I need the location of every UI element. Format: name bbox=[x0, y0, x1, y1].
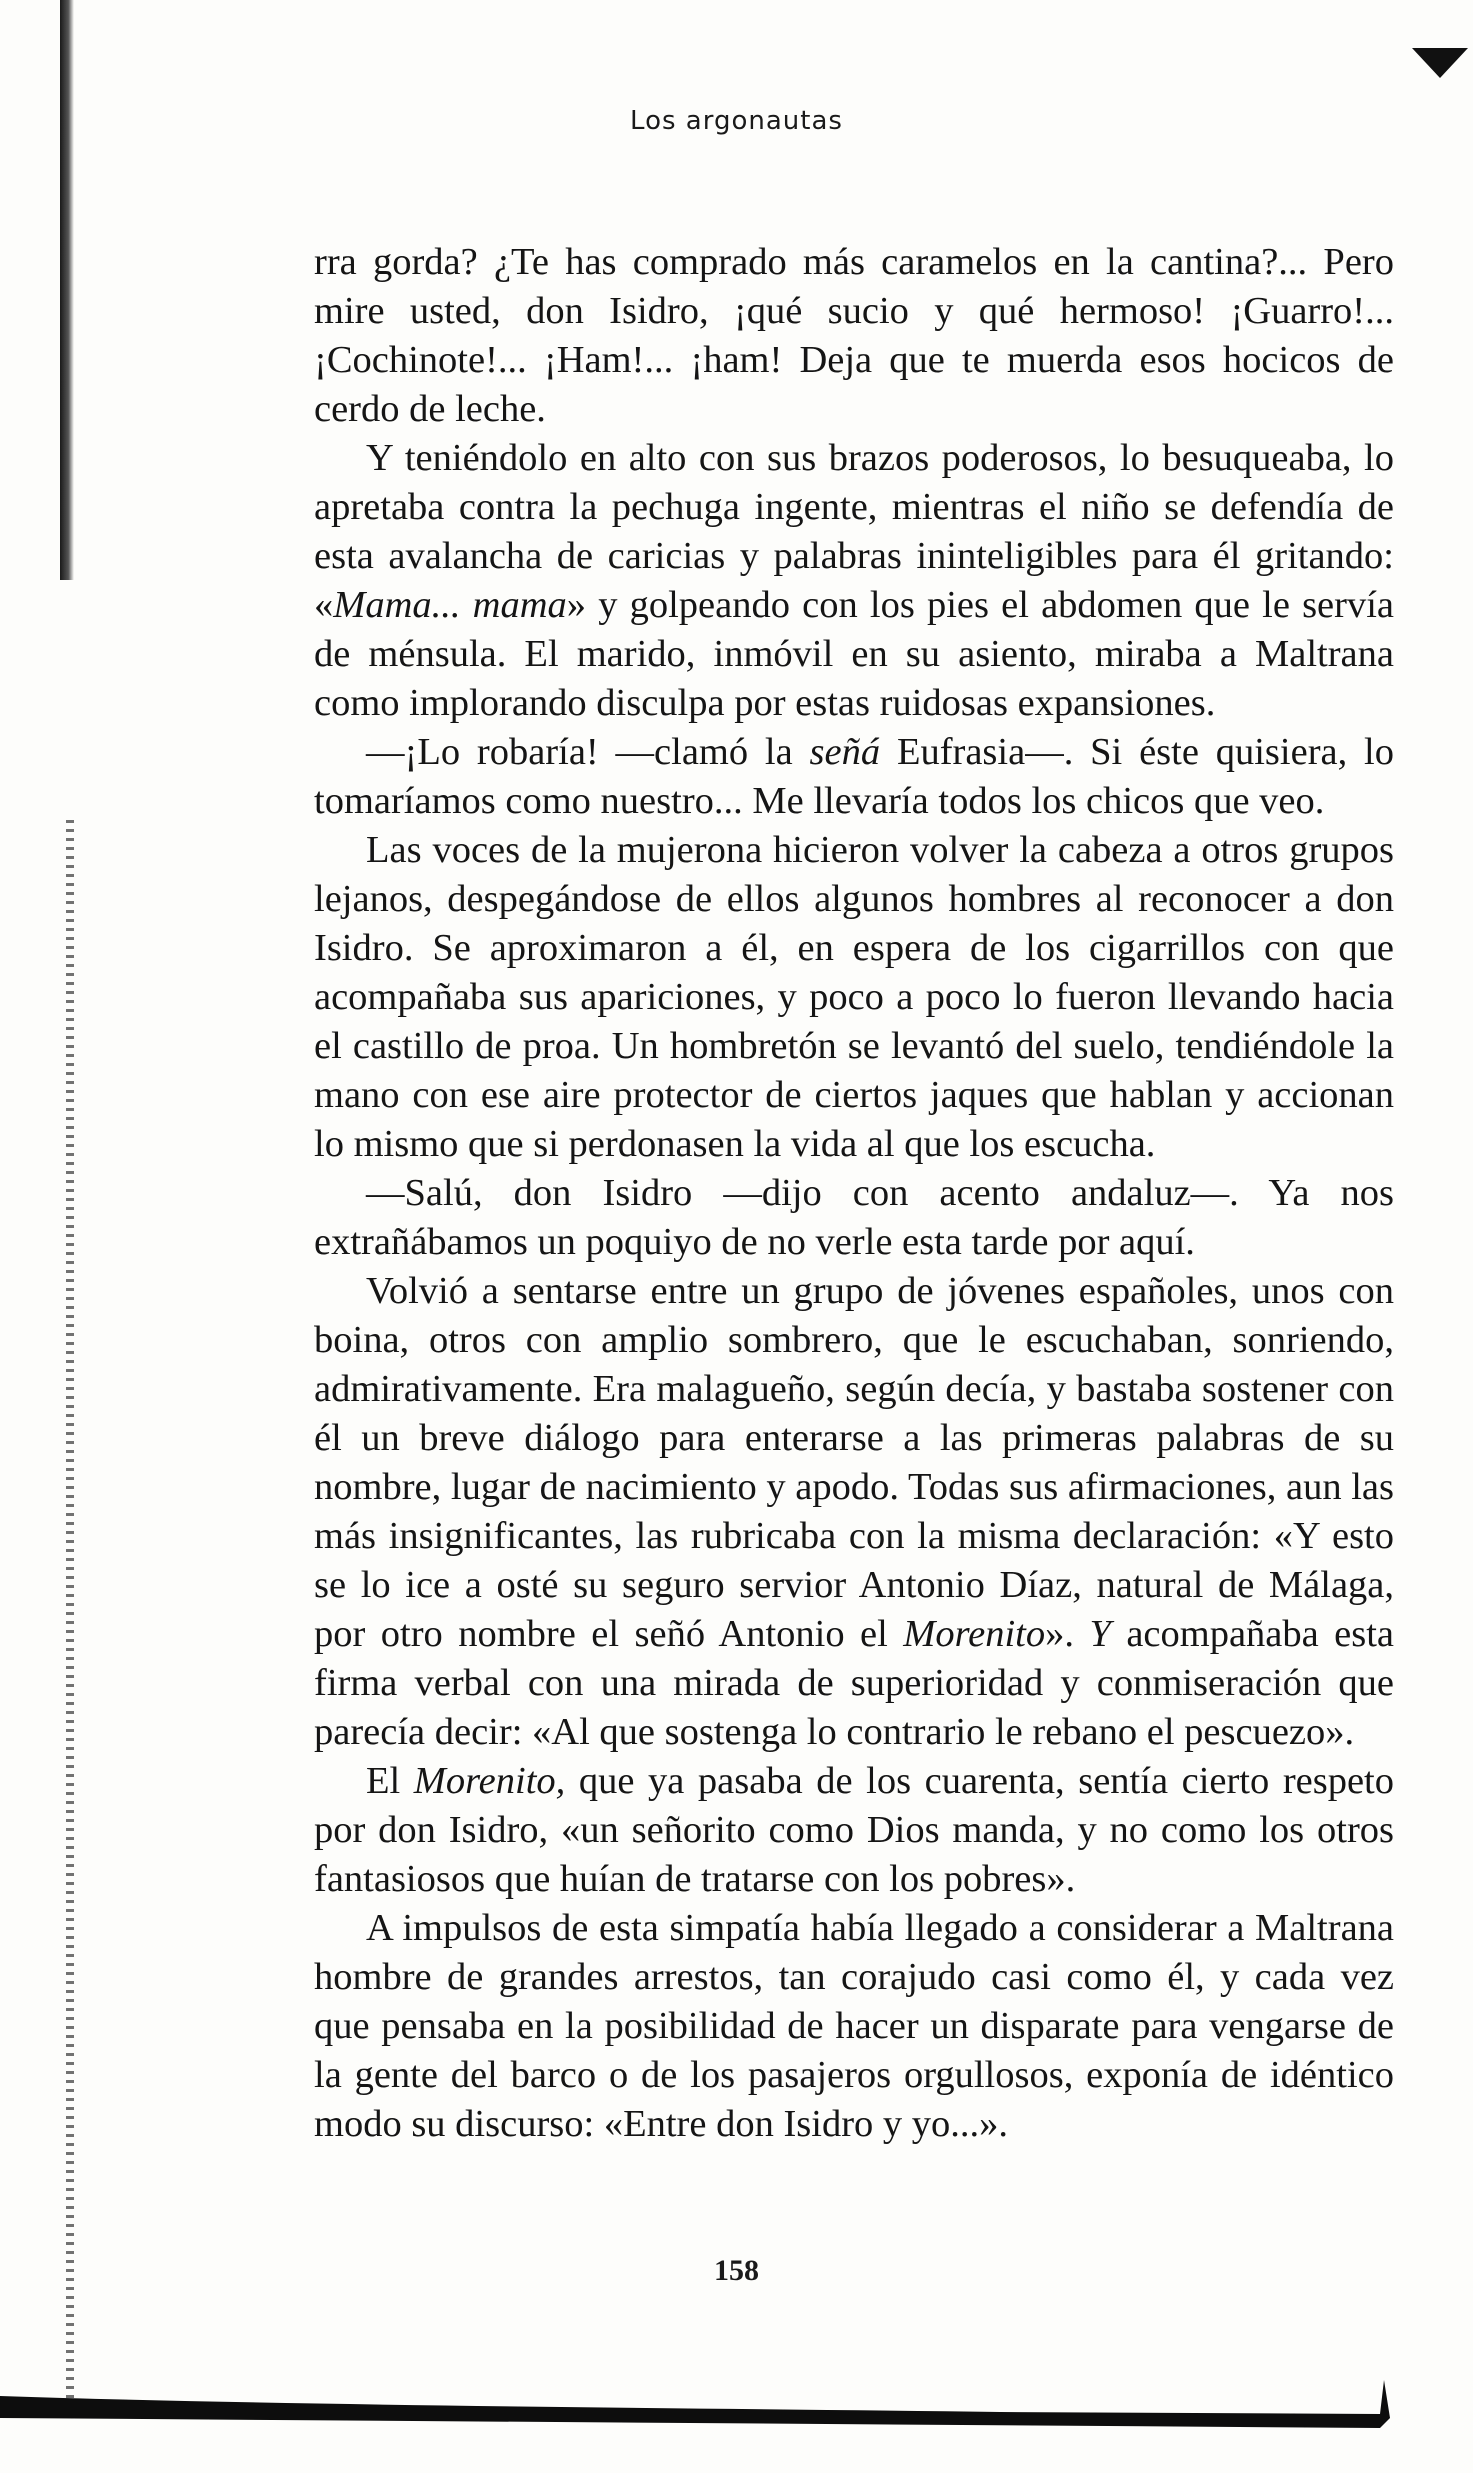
paragraph-7 bbox=[314, 1757, 1394, 1904]
page-number: 158 bbox=[714, 2254, 759, 2287]
paragraph-3-text-b: Eufrasia—. Si éste quisiera, lo tomaríamos como nuestro... Me llevaría todos los chicos que veo. bbox=[314, 731, 1394, 822]
paragraph-2-text-b: » y golpeando con los pies el abdomen que le servía de ménsula. El marido, inmóvil en su asiento, miraba a Maltrana como implorando disculpa por estas ruidosas expansiones. bbox=[314, 584, 1395, 724]
corner-triangle-mark bbox=[1412, 48, 1468, 78]
body-text bbox=[314, 238, 1394, 2149]
paragraph-6-italic-b: Y bbox=[1089, 1613, 1111, 1655]
paragraph-6 bbox=[314, 1267, 1394, 1757]
paragraph-6-italic-a: Morenito bbox=[903, 1613, 1046, 1655]
running-head: Los argonautas bbox=[630, 106, 843, 136]
paragraph-7-text-b: que ya pasaba de los cuarenta, sentía cierto respeto por don Isidro, «un señorito como Dios manda, y no como los otros fantasiosos que huían de tratarse con los pobres». bbox=[314, 1760, 1394, 1900]
binding-shadow bbox=[60, 0, 74, 580]
paragraph-8-text: A impulsos de esta simpatía había llegado a considerar a Maltrana hombre de grandes arrestos, tan corajudo casi como él, y cada vez que pensaba en la posibilidad de hacer un disparate para vengarse de la gente del barco o de los pasajeros orgullosos, exponía de idéntico modo su discurso: «Entre don Isidro y yo...». bbox=[314, 1907, 1394, 2145]
paragraph-1 bbox=[314, 238, 1394, 434]
paragraph-3 bbox=[314, 728, 1394, 826]
paragraph-8 bbox=[314, 1904, 1394, 2149]
paragraph-1-text: rra gorda? ¿Te has comprado más caramelos en la cantina?... Pero mire usted, don Isidro, ¡qué sucio y qué hermoso! ¡Guarro!... ¡Cochinote!... ¡Ham!... ¡ham! Deja que te muerda esos hocicos de cerdo de leche. bbox=[314, 241, 1394, 430]
paragraph-6-text-a: Volvió a sentarse entre un grupo de jóvenes españoles, unos con boina, otros con amplio sombrero, que le escuchaban, sonriendo, admirativamente. Era malagueño, según decía, y bastaba sostener con él un breve diálogo para enterarse a las primeras palabras de su nombre, lugar de nacimiento y apodo. Todas sus afirmaciones, aun las más insignificantes, las rubricaba con la misma declaración: «Y esto se lo ice a osté su seguro servior Antonio Díaz, natural de Málaga, por otro nombre el señó Antonio el bbox=[314, 1270, 1394, 1655]
paragraph-2 bbox=[314, 434, 1394, 728]
paragraph-4 bbox=[314, 826, 1394, 1169]
paragraph-7-text-a: El bbox=[366, 1760, 414, 1802]
paragraph-3-italic: señá bbox=[809, 731, 881, 773]
binding-shadow-lower bbox=[66, 820, 74, 2420]
paragraph-6-text-c: acompañaba esta firma verbal con una mirada de superioridad y conmiseración que parecía decir: «Al que sostenga lo contrario le rebano el pescuezo». bbox=[314, 1613, 1395, 1753]
paragraph-5-text: —Salú, don Isidro —dijo con acento andaluz—. Ya nos extrañábamos un poquiyo de no verle esta tarde por aquí. bbox=[314, 1172, 1394, 1263]
paragraph-4-text: Las voces de la mujerona hicieron volver la cabeza a otros grupos lejanos, despegándose de ellos algunos hombres al reconocer a don Isidro. Se aproximaron a él, en espera de los cigarrillos con que acompañaba sus apariciones, y poco a poco lo fueron llevando hacia el castillo de proa. Un hombretón se levantó del suelo, tendiéndole la mano con ese aire protector de ciertos jaques que hablan y accionan lo mismo que si perdonasen la vida al que los escucha. bbox=[314, 829, 1394, 1165]
paragraph-7-italic: Morenito, bbox=[413, 1760, 566, 1802]
page-bottom-edge-shadow bbox=[0, 2378, 1400, 2438]
paragraph-3-text-a: —¡Lo robaría! —clamó la bbox=[366, 731, 810, 773]
paragraph-6-text-b: ». bbox=[1045, 1613, 1090, 1655]
paragraph-5 bbox=[314, 1169, 1394, 1267]
paragraph-2-italic: Mama... mama bbox=[333, 584, 567, 626]
paragraph-2-text-a: Y teniéndolo en alto con sus brazos poderosos, lo besuqueaba, lo apretaba contra la pechuga ingente, mientras el niño se defendía de esta avalancha de caricias y palabras ininteligibles para él gritando: « bbox=[314, 437, 1394, 626]
